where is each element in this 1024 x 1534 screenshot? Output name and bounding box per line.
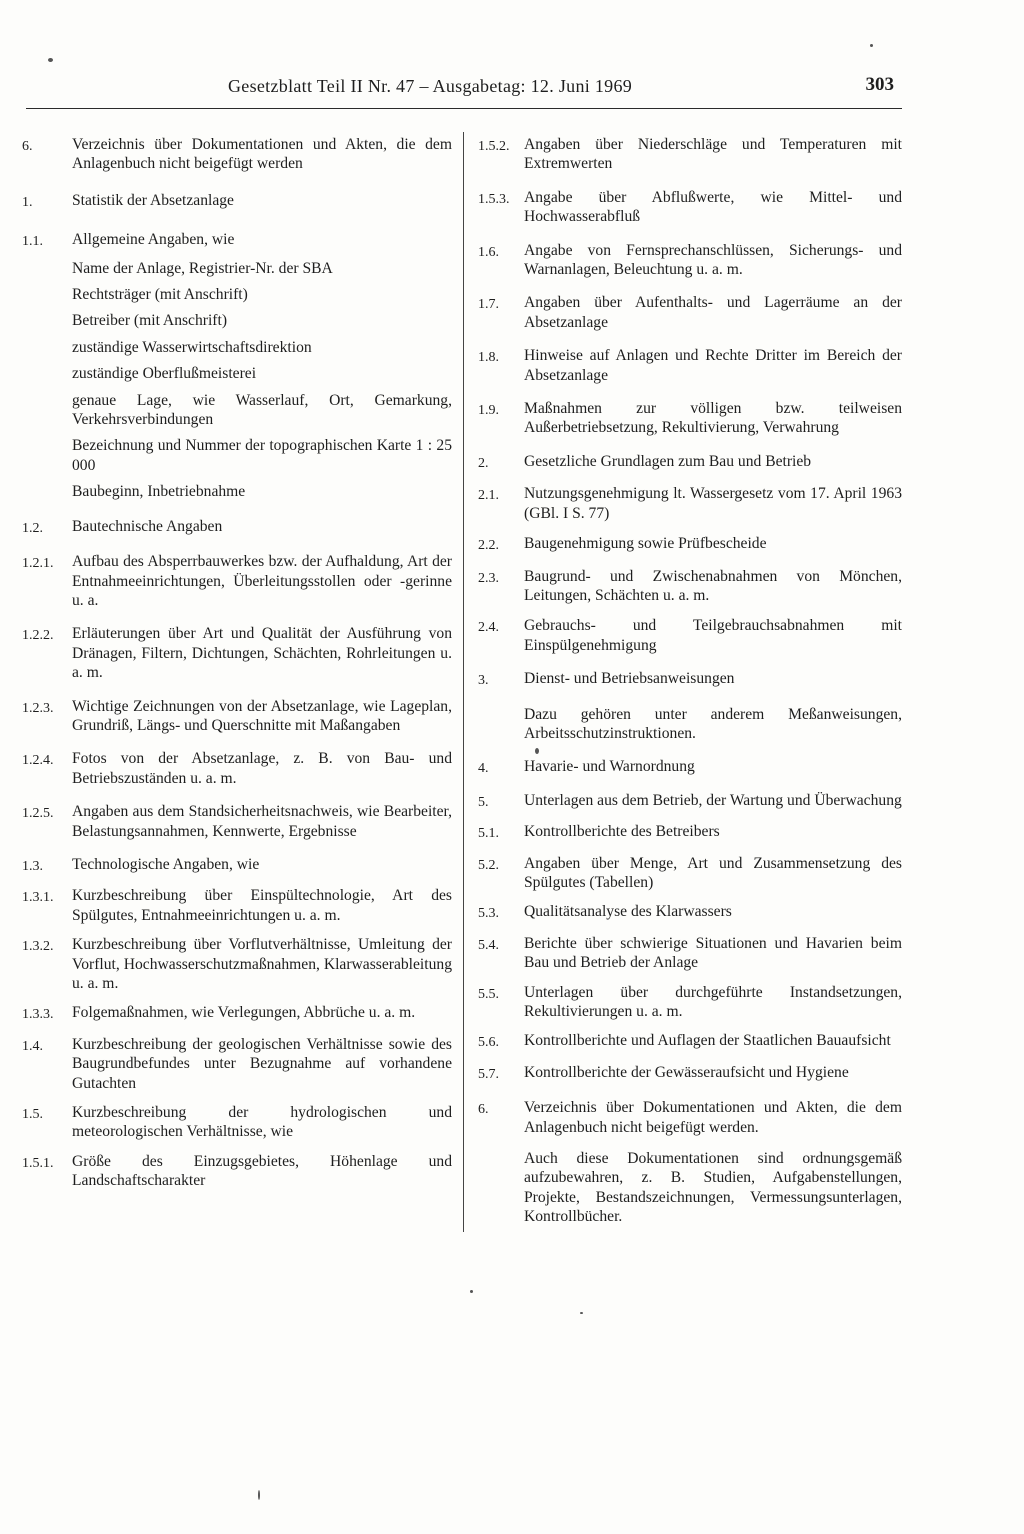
item-number: 2.3. bbox=[478, 570, 499, 586]
column-divider bbox=[463, 132, 464, 1232]
header-title: Gesetzblatt Teil II Nr. 47 – Ausgabetag: 12. Juni 1969 bbox=[228, 76, 633, 96]
item-number: 1.3.3. bbox=[22, 1007, 54, 1023]
list-subitem: Name der Anlage, Registrier-Nr. der SBA bbox=[72, 259, 333, 277]
list-item bbox=[22, 1003, 452, 1024]
list-item bbox=[478, 241, 902, 280]
list-item bbox=[478, 1098, 902, 1137]
list-item bbox=[478, 534, 902, 555]
list-item bbox=[22, 135, 452, 174]
scan-speck bbox=[470, 1290, 473, 1293]
left-column bbox=[22, 135, 452, 1191]
item-text: Gesetzliche Grundlagen zum Bau und Betrieb bbox=[524, 452, 812, 470]
item-number: 1.4. bbox=[22, 1038, 43, 1054]
item-number: 1.5. bbox=[22, 1107, 43, 1123]
item-text: Bautechnische Angaben bbox=[72, 517, 223, 535]
list-item bbox=[22, 191, 452, 212]
item-number: 1.2.2. bbox=[22, 628, 54, 644]
item-number: 1.2.4. bbox=[22, 753, 54, 769]
item-number: 1.5.3. bbox=[478, 191, 510, 207]
page-header bbox=[26, 72, 902, 109]
item-number: 1.5.2. bbox=[478, 139, 510, 154]
item-number: 6. bbox=[22, 139, 33, 154]
list-subitem: zuständige Wasserwirtschaftsdirektion bbox=[72, 338, 312, 356]
item-text: Angaben über Aufenthalts- und Lagerräume an der Absetzanlage bbox=[524, 294, 902, 331]
item-number: 1.8. bbox=[478, 350, 499, 366]
item-number: 2.2. bbox=[478, 538, 499, 554]
list-item bbox=[478, 1031, 902, 1052]
item-text: Baugenehmigung sowie Prüfbescheide bbox=[524, 535, 767, 553]
list-subitem: Auch diese Dokumentationen sind ordnungsgemäß aufzubewahren, z. B. Studien, Aufgabenstellungen, Projekte, Bestandszeichnungen, Vermessungsunterlagen, Kontrollbücher. bbox=[524, 1150, 902, 1226]
list-item bbox=[478, 452, 902, 473]
item-number: 2.1. bbox=[478, 488, 499, 504]
list-subitem: zuständige Oberflußmeisterei bbox=[72, 365, 257, 383]
item-text: Hinweise auf Anlagen und Rechte Dritter im Bereich der Absetzanlage bbox=[524, 347, 902, 384]
item-text: Kontrollberichte und Auflagen der Staatlichen Bauaufsicht bbox=[524, 1032, 891, 1050]
list-item bbox=[22, 886, 452, 925]
item-text: Kurzbeschreibung über Vorflutverhältnisse, Umleitung der Vorflut, Hochwasserschutzmaßnahmen, Klarwasserableitung u. a. m. bbox=[72, 936, 452, 992]
list-item bbox=[22, 802, 452, 841]
list-subitem: Baubeginn, Inbetriebnahme bbox=[72, 483, 246, 501]
item-text: Erläuterungen über Art und Qualität der Ausführung von Dränagen, Filtern, Dichtungen, Schächten, Rohrleitungen u. a. m. bbox=[72, 625, 452, 682]
item-number: 1. bbox=[22, 194, 33, 210]
item-text: Folgemaßnahmen, wie Verlegungen, Abbrüche u. a. m. bbox=[72, 1004, 416, 1022]
list-item bbox=[478, 484, 902, 523]
item-text: Angabe von Fernsprechanschlüssen, Sicherungs- und Warnanlagen, Beleuchtung u. a. m. bbox=[524, 241, 902, 279]
list-item bbox=[22, 749, 452, 788]
list-subitem: Betreiber (mit Anschrift) bbox=[72, 312, 228, 330]
list-item bbox=[478, 346, 902, 385]
item-number: 5.1. bbox=[478, 826, 499, 842]
item-number: 6. bbox=[478, 1102, 489, 1118]
list-item bbox=[478, 135, 902, 174]
item-text: Angaben aus dem Standsicherheitsnachweis, wie Bearbeiter, Belastungsannahmen, Kennwerte, Ergebnisse bbox=[72, 803, 452, 840]
scan-speck bbox=[258, 1490, 260, 1500]
item-number: 5.4. bbox=[478, 937, 499, 953]
item-number: 1.3. bbox=[22, 858, 43, 874]
list-item bbox=[22, 230, 452, 251]
item-number: 5. bbox=[478, 794, 489, 810]
item-number: 1.2.1. bbox=[22, 556, 54, 572]
list-subitem: Dazu gehören unter anderem Meßanweisungen, Arbeitsschutzinstruktionen. bbox=[524, 705, 902, 742]
item-text: Baugrund- und Zwischenabnahmen von Mönchen, Leitungen, Schächten u. a. m. bbox=[524, 567, 902, 604]
item-number: 1.1. bbox=[22, 234, 43, 250]
list-item bbox=[22, 1035, 452, 1093]
list-item bbox=[478, 188, 902, 227]
list-subitem: Rechtsträger (mit Anschrift) bbox=[72, 286, 248, 304]
item-number: 2. bbox=[478, 455, 489, 471]
list-item bbox=[22, 552, 452, 610]
list-item bbox=[478, 399, 902, 438]
item-text: Kontrollberichte der Gewässeraufsicht und Hygiene bbox=[524, 1063, 849, 1081]
list-item bbox=[478, 1063, 902, 1084]
item-number: 4. bbox=[478, 761, 489, 777]
item-number: 5.7. bbox=[478, 1066, 499, 1082]
item-text: Havarie- und Warnordnung bbox=[524, 758, 695, 776]
list-item bbox=[478, 983, 902, 1022]
list-item bbox=[478, 934, 902, 973]
item-text: Unterlagen über durchgeführte Instandsetzungen, Rekultivierungen u. a. m. bbox=[524, 983, 902, 1020]
list-item bbox=[478, 567, 902, 606]
item-text: Kontrollberichte des Betreibers bbox=[524, 823, 720, 841]
item-text: Maßnahmen zur völligen bzw. teilweisen Außerbetriebsetzung, Rekultivierung, Verwahrung bbox=[524, 400, 902, 437]
scan-speck bbox=[870, 44, 873, 47]
list-item bbox=[478, 902, 902, 923]
list-subitem: Bezeichnung und Nummer der topographischen Karte 1 : 25 000 bbox=[72, 437, 452, 474]
list-item bbox=[22, 697, 452, 736]
item-text: Gebrauchs- und Teilgebrauchsabnahmen mit Einspülgenehmigung bbox=[524, 617, 902, 654]
list-item bbox=[478, 616, 902, 655]
item-number: 2.4. bbox=[478, 620, 499, 636]
list-item bbox=[22, 517, 452, 538]
item-text: Kurzbeschreibung über Einspültechnologie, Art des Spülgutes, Entnahmeeinrichtungen u. a. m. bbox=[72, 887, 452, 924]
list-item bbox=[478, 791, 902, 812]
item-number: 1.3.1. bbox=[22, 890, 54, 906]
item-text: Angaben über Niederschläge und Temperaturen mit Extremwerten bbox=[524, 136, 902, 173]
item-text: Kurzbeschreibung der geologischen Verhältnisse sowie des Baugrundbefundes unter Bezugnahme auf vorhandene Gutachten bbox=[72, 1035, 452, 1092]
list-item bbox=[478, 854, 902, 893]
scan-speck bbox=[48, 58, 53, 62]
item-text: Verzeichnis über Dokumentationen und Akten, die dem Anlagenbuch nicht beigefügt werden bbox=[72, 136, 452, 173]
item-text: Fotos von der Absetzanlage, z. B. von Bau- und Betriebszuständen u. a. m. bbox=[72, 750, 452, 787]
list-item bbox=[22, 1152, 452, 1191]
item-text: Technologische Angaben, wie bbox=[72, 855, 260, 873]
item-text: Wichtige Zeichnungen von der Absetzanlage, wie Lageplan, Grundriß, Längs- und Querschnitte mit Maßangaben bbox=[72, 697, 452, 734]
item-text: Nutzungsgenehmigung lt. Wassergesetz vom 17. April 1963 (GBl. I S. 77) bbox=[524, 485, 902, 522]
list-item bbox=[478, 293, 902, 332]
list-item bbox=[478, 669, 902, 690]
item-text: Statistik der Absetzanlage bbox=[72, 191, 234, 209]
item-text: Angaben über Menge, Art und Zusammensetzung des Spülgutes (Tabellen) bbox=[524, 854, 902, 891]
item-text: Aufbau des Absperrbauwerkes bzw. der Aufhaldung, Art der Entnahmeeinrichtungen, Überleitungsstollen oder -gerinne u. a. bbox=[72, 553, 452, 609]
item-number: 1.2. bbox=[22, 520, 43, 536]
item-number: 1.2.3. bbox=[22, 700, 54, 716]
list-item bbox=[22, 855, 452, 876]
item-text: Allgemeine Angaben, wie bbox=[72, 231, 235, 249]
item-number: 3. bbox=[478, 673, 489, 689]
item-number: 1.2.5. bbox=[22, 806, 54, 822]
item-number: 5.6. bbox=[478, 1035, 499, 1051]
item-text: Größe des Einzugsgebietes, Höhenlage und Landschaftscharakter bbox=[72, 1152, 452, 1190]
right-column bbox=[478, 135, 902, 1227]
item-text: Dienst- und Betriebsanweisungen bbox=[524, 670, 735, 688]
list-item bbox=[22, 624, 452, 682]
scan-speck bbox=[580, 1312, 583, 1314]
page-number: 303 bbox=[865, 74, 894, 95]
item-number: 1.7. bbox=[478, 297, 499, 313]
item-number: 5.2. bbox=[478, 857, 499, 873]
item-number: 1.5.1. bbox=[22, 1155, 54, 1171]
item-number: 5.3. bbox=[478, 906, 499, 922]
item-text: Kurzbeschreibung der hydrologischen und meteorologischen Verhältnisse, wie bbox=[72, 1104, 452, 1141]
item-text: Angabe über Abflußwerte, wie Mittel- und Hochwasserabfluß bbox=[524, 188, 902, 226]
item-number: 5.5. bbox=[478, 986, 499, 1002]
list-item bbox=[478, 822, 902, 843]
item-text: Verzeichnis über Dokumentationen und Akten, die dem Anlagenbuch nicht beigefügt werden. bbox=[524, 1099, 902, 1136]
item-text: Unterlagen aus dem Betrieb, der Wartung und Überwachung bbox=[524, 791, 902, 809]
list-item bbox=[22, 1103, 452, 1142]
item-text: Berichte über schwierige Situationen und Havarien beim Bau und Betrieb der Anlage bbox=[524, 934, 902, 972]
list-subitem: genaue Lage, wie Wasserlauf, Ort, Gemarkung, Verkehrsverbindungen bbox=[72, 391, 452, 429]
item-number: 1.9. bbox=[478, 403, 499, 419]
scan-speck bbox=[535, 748, 539, 754]
item-number: 1.6. bbox=[478, 244, 499, 260]
item-text: Qualitätsanalyse des Klarwassers bbox=[524, 903, 732, 921]
item-number: 1.3.2. bbox=[22, 939, 54, 955]
list-item bbox=[22, 935, 452, 993]
list-item bbox=[478, 757, 902, 778]
